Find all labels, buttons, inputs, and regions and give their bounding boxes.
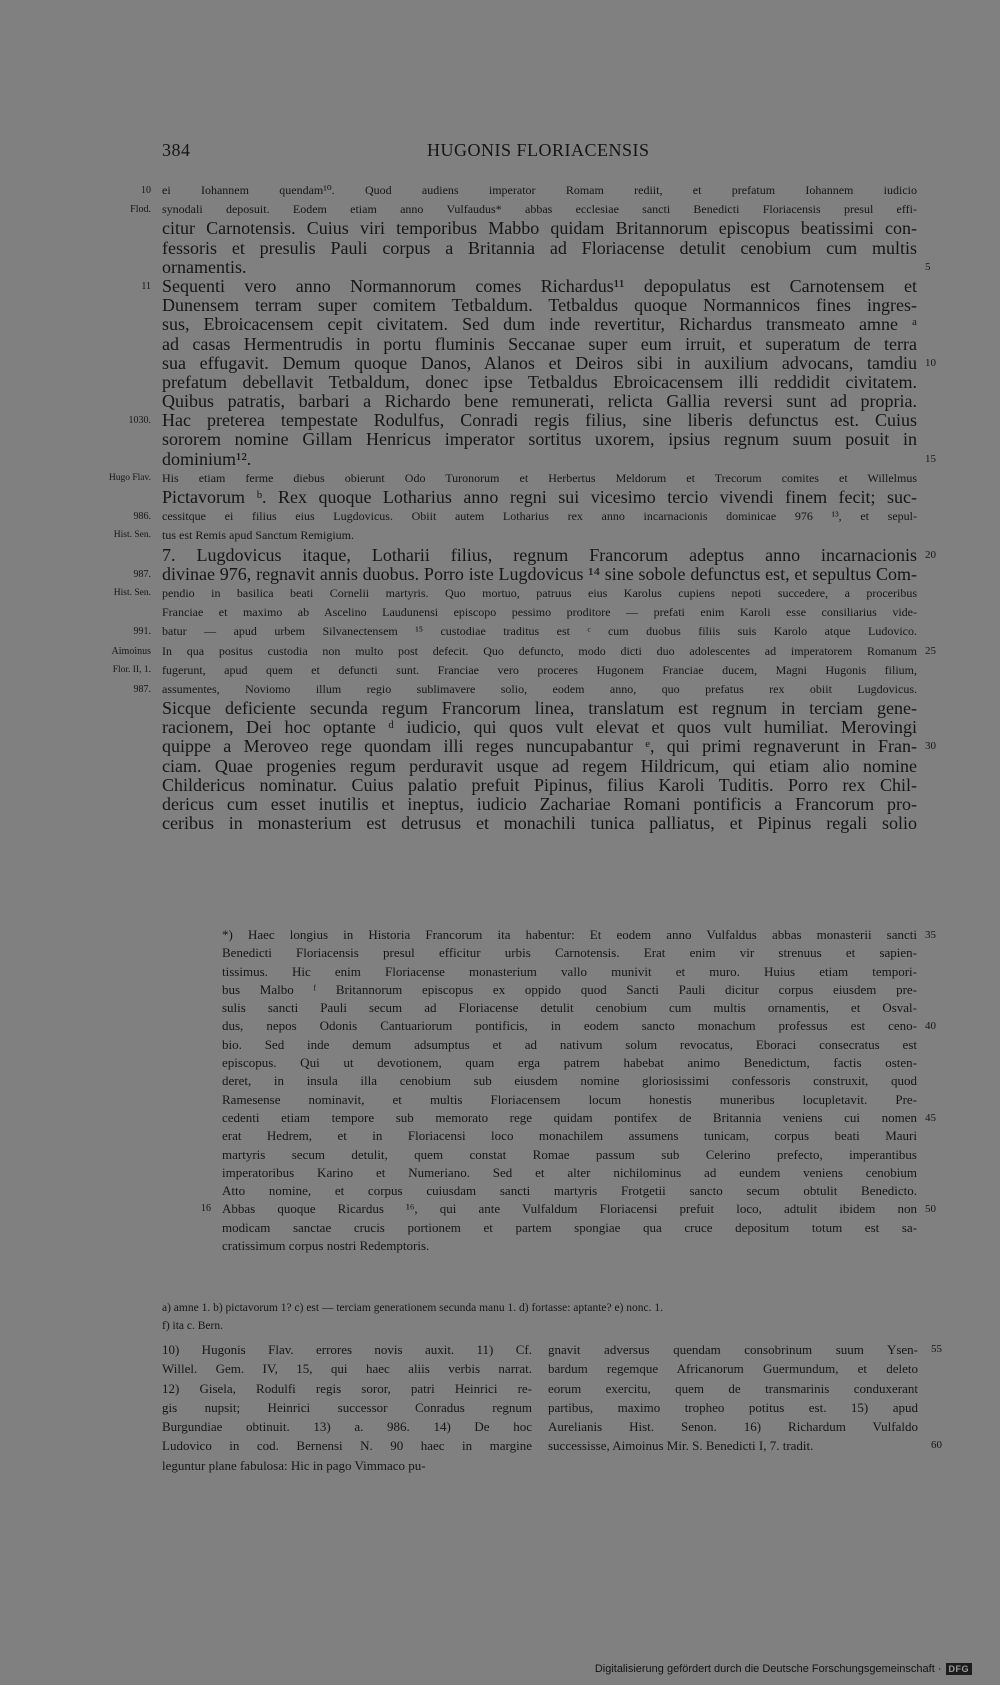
note-line: bardum regemque Africanorum Guermundum, et deleto xyxy=(548,1361,918,1377)
text-line xyxy=(162,392,917,411)
line-text: His etiam ferme diebus obierunt Odo Turonorum et Herbertus Meldorum et Trecorum comites et Willelmus xyxy=(162,470,917,485)
text-line xyxy=(162,448,936,469)
line-text: cessitque ei filius eius Lugdovicus. Obiit autem Lotharius rex anno incarnacionis dominicae 976 ¹³, et sepul- xyxy=(162,509,917,524)
footnote-text: bus Malbo ᶠ Britannorum episcopus ex oppido quod Sancti Pauli dicitur corpus eiusdem pre- xyxy=(222,981,917,997)
footnote-star xyxy=(201,926,936,1255)
line-text: ornamentis. xyxy=(162,256,247,277)
text-line xyxy=(141,275,917,296)
line-number: 5 xyxy=(925,260,931,273)
text-line xyxy=(162,352,936,373)
footnote-line xyxy=(222,1091,917,1109)
margin-note-left: Hist. Sen. xyxy=(113,530,151,541)
footnote-text: cedenti etiam tempore sub memorato rege quidam pontifex de Britannia veniens cui nomen xyxy=(222,1109,917,1125)
line-number: 40 xyxy=(925,1020,936,1033)
text-line xyxy=(133,507,917,526)
footnote-line xyxy=(222,981,917,999)
line-number: 15 xyxy=(925,452,936,465)
margin-note-left: Hugo Flav. xyxy=(108,472,151,483)
note-line: gnavit adversus quendam consobrinum suum Ysen- xyxy=(548,1342,918,1357)
main-text xyxy=(108,181,936,834)
line-number: 30 xyxy=(925,740,936,753)
footnote-text: martyris secum detulit, quem constat Romae passum sub Celerino prefecto, imperantibus xyxy=(222,1146,917,1162)
line-text: Franciae et maximo ab Ascelino Laudunensi episcopo pessimo proditore — prefati enim Karoli esse consiliarius vide- xyxy=(162,605,917,620)
notes-left-column xyxy=(162,1340,532,1475)
footer-credit xyxy=(595,1663,972,1675)
text-line xyxy=(162,699,917,718)
margin-note-left: 1030. xyxy=(128,415,151,427)
footnote-line xyxy=(222,1109,936,1127)
note-row xyxy=(548,1379,918,1398)
line-text: assumentes, Noviomo illum regio sublimavere solio, eodem anno, quo prefatus rex obiit Lugdovicus. xyxy=(162,681,917,696)
note-line: 12) Gisela, Rodulfi regis soror, patri Heinrici re- xyxy=(162,1380,532,1396)
text-line xyxy=(162,795,917,814)
footnote-line xyxy=(222,944,917,962)
line-text: tus est Remis apud Sanctum Remigium. xyxy=(162,528,354,543)
variant-readings xyxy=(162,1299,917,1335)
note-line: Burgundiae obtinuit. 13) a. 986. 14) De hoc xyxy=(162,1419,532,1435)
line-text: prefatum debellavit Tetbaldum, donec ipse Tetbaldus Ebroicacensem illi reddidit civitatem. xyxy=(162,371,917,392)
line-text: quippe a Meroveo rege quondam illi reges nuncupabantur ᵉ, qui primi regnaverunt in Fran- xyxy=(162,736,917,757)
text-line xyxy=(133,622,917,641)
footnote-text: Benedicti Floriacensis presul efficitur urbis Carnotensis. Erat enim vir strenuus et sapien- xyxy=(222,945,917,961)
text-line xyxy=(141,181,917,200)
note-line: Ludovico in cod. Bernensi N. 90 haec in margine xyxy=(162,1438,532,1454)
line-text: fugerunt, apud quem et defuncti sunt. Franciae vero proceres Hugonem Franciae ducem, Magni Hugonis filium, xyxy=(162,662,917,677)
text-line xyxy=(108,469,917,488)
footnote-text: sulis sancti Pauli secum ad Floriacense detulit cenobium cum multis ornamentis, et Osval- xyxy=(222,1000,917,1016)
margin-note-left: 11 xyxy=(141,280,151,292)
footnote-line xyxy=(222,1127,917,1145)
text-line xyxy=(162,736,936,757)
line-text: 7. Lugdovicus itaque, Lotharii filius, regnum Francorum adeptus anno incarnacionis xyxy=(162,544,917,565)
text-line xyxy=(133,680,917,699)
footnote-line xyxy=(201,1200,936,1218)
text-line xyxy=(133,563,917,584)
variant-line: f) ita c. Bern. xyxy=(162,1320,223,1332)
note-line: leguntur plane fabulosa: Hic in pago Vimmaco pu- xyxy=(162,1457,426,1473)
footnote-text: modicam sanctae crucis portionem et partem spongiae qua cruce depositum totum est sa- xyxy=(222,1219,917,1235)
margin-note-left: Flor. II, 1. xyxy=(112,664,151,675)
footnote-text: *) Haec longius in Historia Francorum ita habentur: Et eodem anno Vulfaldus abbas monasterii sancti xyxy=(222,927,917,942)
footnote-text: deret, in insula illa cenobium sub eiusdem nomine gloriosissimi confessoris construxit, quod xyxy=(222,1073,917,1089)
footnote-line xyxy=(222,1237,917,1255)
footnote-text: Abbas quoque Ricardus ¹⁶, qui ante Vulfaldum Floriacensi prefuit loco, adtulit ibidem non xyxy=(222,1201,917,1217)
line-text: ceribus in monasterium est detrusus et monachili tunica palliatus, et Pipinus regali solio xyxy=(162,813,917,834)
note-line: successisse, Aimoinus Mir. S. Benedicti I, 7. tradit. xyxy=(548,1438,814,1454)
margin-note-left: Hist. Sen. xyxy=(113,587,151,598)
note-line: eorum exercitu, quem de transmarinis conduxerant xyxy=(548,1380,918,1396)
line-number: 45 xyxy=(925,1111,936,1124)
text-line xyxy=(162,315,917,334)
footnote-line xyxy=(222,926,936,944)
footnote-text: episcopus. Qui ut devotionem, quam erga patrem habebat animo Benedictum, factis osten- xyxy=(222,1055,917,1071)
margin-note-left: 987. xyxy=(133,683,151,695)
text-line xyxy=(113,584,917,603)
footnote-line xyxy=(222,1017,936,1035)
footnote-text: erat Hedrem, et in Floriacensi loco monachilem assumens tunicam, corpus beati Mauri xyxy=(222,1128,917,1144)
footer-text: Digitalisierung gefördert durch die Deutsche Forschungsgemeinschaft · xyxy=(594,1663,942,1675)
line-text: synodali deposuit. Eodem etiam anno Vulfaudus* abbas ecclesiae sancti Benedicti Floriacensis presul effi- xyxy=(162,202,917,217)
line-text: In qua positus custodia non multo post defecit. Quo defuncto, modo dicti duo adolescentes ad imperatorem Romanum xyxy=(162,643,917,658)
line-text: batur — apud urbem Silvanectensem ¹⁵ custodiae traditus est ᶜ cum duobus filiis suis Karolo atque Ludovico. xyxy=(162,624,917,639)
line-text: fessoris et presulis Pauli corpus a Britannia ad Floriacense detulit cenobium cum multis xyxy=(162,237,917,258)
footnote-text: bio. Sed inde demum adsumptus et ad nativum solum revocatus, Eboraci consecratus est xyxy=(222,1036,917,1052)
footnote-line xyxy=(222,1219,917,1237)
line-text: Hac preterea tempestate Rodulfus, Conradi regis filius, sine liberis defunctus est. Cuius xyxy=(162,410,917,431)
note-line: gis nupsit; Heinrici successor Conradus regnum xyxy=(162,1399,532,1415)
text-line xyxy=(162,430,917,449)
line-text: citur Carnotensis. Cuius viri temporibus Mabbo quidam Britannorum episcopus beatissimi con- xyxy=(162,218,917,239)
variant-line: a) amne 1. b) pictavorum 1? c) est — terciam generationem secunda manu 1. d) fortasse: aptante? e) nonc. 1. xyxy=(162,1302,664,1314)
note-row xyxy=(548,1417,918,1436)
line-text: racionem, Dei hoc optante ᵈ iudicio, qui quos vult elevat et quos vult humiliat. Merovingi xyxy=(162,717,917,738)
text-line xyxy=(130,200,917,219)
footnote-text: Ramesense nominavit, et multis Floriacensem locum honestis muneribus locupletavit. Pre- xyxy=(222,1091,917,1107)
text-line xyxy=(162,814,917,833)
margin-note-left: 986. xyxy=(133,511,151,523)
note-line: partibus, maximo tropheo potitus est. 15) apud xyxy=(548,1399,918,1415)
text-line xyxy=(162,776,917,795)
text-line xyxy=(162,488,917,507)
line-text: Sequenti vero anno Normannorum comes Richardus¹¹ depopulatus est Carnotensem et xyxy=(162,275,917,296)
footnote-text: dus, nepos Odonis Cantuariorum pontificis, in eodem sancto monachum professus est ceno- xyxy=(222,1018,917,1034)
running-head: HUGONIS FLORIACENSIS xyxy=(427,140,650,160)
text-line xyxy=(162,544,936,565)
text-line xyxy=(162,603,917,622)
line-number: 20 xyxy=(925,548,936,561)
note-line: Willel. Gem. IV, 15, qui haec aliis verbis narrat. xyxy=(162,1361,532,1377)
line-text: ciam. Quae progenies regum perduravit usque ad regem Hildricum, qui etiam alio nomine xyxy=(162,755,917,776)
footnote-line xyxy=(222,963,917,981)
line-number: 35 xyxy=(925,929,936,941)
text-line xyxy=(162,219,917,238)
text-line xyxy=(162,296,917,315)
line-text: Sicque deficiente secunda regum Francorum linea, translatum est regnum in terciam gene- xyxy=(162,698,917,719)
text-line xyxy=(162,757,917,776)
text-line xyxy=(162,718,917,737)
footnote-line xyxy=(222,999,917,1017)
line-text: sua effugavit. Demum quoque Danos, Alanos et Deiros sibi in auxilium advocans, tamdiu xyxy=(162,352,917,373)
notes-right-column xyxy=(548,1340,942,1456)
footnote-text: Atto nomine, et corpus cuiusdam sancti martyris Frotgetii sancto secum obtulit Benedicto. xyxy=(222,1183,917,1199)
footnote-text: cratissimum corpus nostri Redemptoris. xyxy=(222,1238,430,1254)
note-row xyxy=(548,1359,918,1378)
footnote-text: imperatoribus Karino et Numeriano. Sed et alter nichilominus ad eundem veniens cenobium xyxy=(222,1164,917,1180)
line-text: Quibus patratis, barbari a Richardo bene remunerati, relicta Gallia reversi sunt ad propria. xyxy=(162,391,917,412)
note-row xyxy=(548,1340,942,1359)
margin-note-left: Aimoinus xyxy=(111,645,151,657)
footnote-line xyxy=(222,1054,917,1072)
line-text: pendio in basilica beati Cornelii martyris. Quo mortuo, patruus eius Karolus cupiens nepoti succedere, a proceribus xyxy=(162,585,917,600)
text-line xyxy=(112,661,917,680)
line-text: ad casas Hermentrudis in portu fluminis Seccanae super eum irruit, et superatum de terra xyxy=(162,333,917,354)
text-line xyxy=(162,373,917,392)
line-number: 50 xyxy=(925,1203,936,1216)
margin-note-left: 16 xyxy=(201,1203,211,1215)
note-row xyxy=(548,1398,918,1417)
text-line xyxy=(128,410,917,431)
footnote-line xyxy=(222,1164,917,1182)
margin-note-left: 991. xyxy=(133,626,151,638)
text-line xyxy=(113,526,917,545)
dfg-logo: DFG xyxy=(946,1663,973,1675)
footnote-line xyxy=(222,1146,917,1164)
line-text: Pictavorum ᵇ. Rex quoque Lotharius anno regni sui vicesimo tercio vivendi finem fecit; suc- xyxy=(162,487,917,507)
footnote-text: tissimus. Hic enim Floriacense monasterium vallo munivit et muro. Huius etiam tempori- xyxy=(222,963,917,979)
line-text: dominium¹². xyxy=(162,448,252,469)
line-number: 10 xyxy=(925,356,936,369)
margin-note-left: Flod. xyxy=(130,204,151,216)
line-text: ei Iohannem quendam¹⁰. Quod audiens imperator Romam rediit, et prefatum Iohannem iudicio xyxy=(162,183,917,197)
text-line xyxy=(162,335,917,354)
footnote-line xyxy=(222,1182,917,1200)
footnote-line xyxy=(222,1036,917,1054)
note-line: Aurelianis Hist. Senon. 16) Richardum Vulfaldo xyxy=(548,1419,918,1435)
line-text: Childericus nominatur. Cuius palatio prefuit Pipinus, filius Karoli Tuditis. Porro rex Chil- xyxy=(162,774,917,795)
line-text: divinae 976, regnavit annis duobus. Porro iste Lugdovicus ¹⁴ sine sobole defunctus est, et sepultus Com- xyxy=(162,563,917,584)
line-text: dericus cum esset inutilis et ineptus, iudicio Zachariae Romani pontificis a Francorum pro- xyxy=(162,794,917,814)
text-line xyxy=(111,642,936,661)
line-text: Dunensem terram super comitem Tetbaldum. Tetbaldus quoque Normannicos fines ingres- xyxy=(162,295,917,316)
text-line xyxy=(162,239,917,258)
line-text: sororem nomine Gillam Henricus imperator sortitus uxorem, ipsius regnum suum posuit in xyxy=(162,429,917,450)
margin-note-left: 987. xyxy=(133,568,151,580)
footnote-line xyxy=(222,1072,917,1090)
line-number: 60 xyxy=(931,1439,942,1452)
margin-note-left: 10 xyxy=(141,185,151,196)
note-row xyxy=(548,1436,942,1455)
line-number: 25 xyxy=(925,644,936,657)
line-number: 55 xyxy=(931,1343,942,1355)
text-line xyxy=(162,256,931,277)
note-line: 10) Hugonis Flav. errores novis auxit. 11) Cf. xyxy=(162,1342,532,1357)
page-number: 384 xyxy=(162,140,191,160)
line-text: sus, Ebroicacensem cepit civitatem. Sed dum inde revertitur, Richardus transmeato amne ᵃ xyxy=(162,314,917,335)
